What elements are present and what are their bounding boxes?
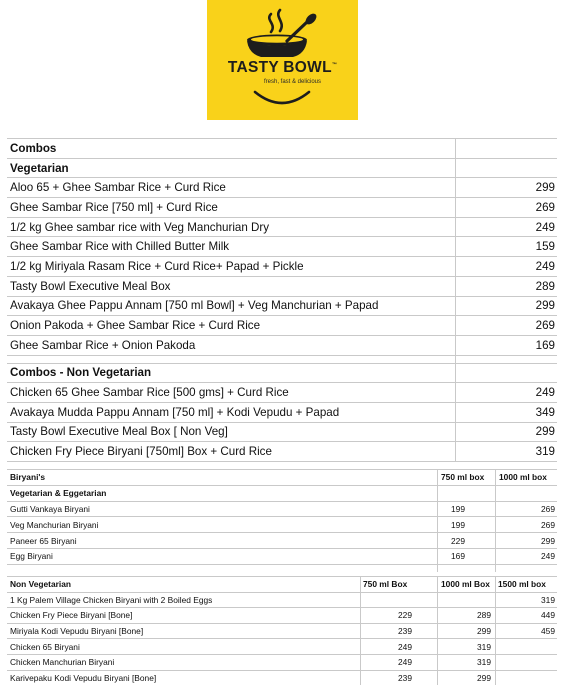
section-title: Combos xyxy=(10,141,57,155)
price-1000ml: 249 xyxy=(541,551,555,562)
item-price: 349 xyxy=(535,405,555,419)
item-name: Paneer 65 Biryani xyxy=(10,535,77,546)
menu-item-row xyxy=(7,382,557,402)
section-title: Biryani's xyxy=(10,472,46,483)
spacer-row xyxy=(7,564,557,572)
combos-nonveg-header-row xyxy=(7,363,557,383)
item-name: Avakaya Ghee Pappu Annam [750 ml Bowl] + Veg Manchurian + Papad xyxy=(10,299,379,313)
item-name: Chicken 65 Biryani xyxy=(10,641,80,652)
price-750ml: 249 xyxy=(398,641,412,652)
price-1000ml: 289 xyxy=(477,610,491,621)
item-name: Chicken Fry Piece Biryani [750ml] Box + Curd Rice xyxy=(10,445,272,459)
price-1000ml: 299 xyxy=(477,672,491,683)
price-1000ml: 299 xyxy=(477,626,491,637)
combos-header-row xyxy=(7,138,557,158)
price-1000ml: 319 xyxy=(477,657,491,668)
combos-subheader-row xyxy=(7,158,557,178)
price-1000ml: 319 xyxy=(477,641,491,652)
item-name: Gutti Vankaya Biryani xyxy=(10,503,90,514)
item-price: 299 xyxy=(535,299,555,313)
menu-item-row xyxy=(7,607,557,623)
item-price: 269 xyxy=(535,319,555,333)
item-price: 299 xyxy=(535,181,555,195)
brand-logo xyxy=(207,0,358,120)
biryani-header-row xyxy=(7,469,557,485)
menu-item-row xyxy=(7,548,557,564)
item-name: Aloo 65 + Ghee Sambar Rice + Curd Rice xyxy=(10,181,226,195)
price-1000ml: 269 xyxy=(541,503,555,514)
price-1500ml: 459 xyxy=(541,626,555,637)
menu-item-row xyxy=(7,501,557,517)
menu-item-row xyxy=(7,296,557,316)
item-price: 159 xyxy=(535,240,555,254)
price-750ml: 169 xyxy=(451,551,465,562)
brand-name: TASTY BOWL™ xyxy=(227,59,338,76)
menu-item-row xyxy=(7,177,557,197)
item-name: Tasty Bowl Executive Meal Box xyxy=(10,279,171,293)
item-name: Egg Biryani xyxy=(10,551,53,562)
menu-item-row xyxy=(7,276,557,296)
price-750ml: 229 xyxy=(398,610,412,621)
menu-item-row xyxy=(7,441,557,461)
menu-item-row xyxy=(7,256,557,276)
item-name: Miriyala Kodi Vepudu Biryani [Bone] xyxy=(10,626,144,637)
column-header: 750 ml box xyxy=(441,472,485,483)
item-price: 289 xyxy=(535,279,555,293)
spacer-row xyxy=(7,355,557,363)
price-1000ml: 299 xyxy=(541,535,555,546)
item-name: Veg Manchurian Biryani xyxy=(10,519,99,530)
menu-item-row xyxy=(7,197,557,217)
menu-item-row xyxy=(7,532,557,548)
price-750ml: 229 xyxy=(451,535,465,546)
menu-item-row xyxy=(7,516,557,532)
column-header: 1500 ml box xyxy=(498,579,546,590)
item-name: 1 Kg Palem Village Chicken Biryani with 2 Boiled Eggs xyxy=(10,594,213,605)
menu-item-row xyxy=(7,623,557,639)
item-name: Chicken Fry Piece Biryani [Bone] xyxy=(10,610,133,621)
price-750ml: 199 xyxy=(451,519,465,530)
price-750ml: 239 xyxy=(398,672,412,683)
biryani-veg-table xyxy=(7,469,557,572)
item-price: 299 xyxy=(535,425,555,439)
price-750ml: 249 xyxy=(398,657,412,668)
menu-item-row xyxy=(7,236,557,256)
item-name: Karivepaku Kodi Vepudu Biryani [Bone] xyxy=(10,672,157,683)
column-header: 1000 ml box xyxy=(499,472,547,483)
item-name: Avakaya Mudda Pappu Annam [750 ml] + Kodi Vepudu + Papad xyxy=(10,405,340,419)
item-name: Ghee Sambar Rice [750 ml] + Curd Rice xyxy=(10,200,218,214)
menu-item-row xyxy=(7,654,557,670)
price-1000ml: 269 xyxy=(541,519,555,530)
menu-item-row xyxy=(7,422,557,442)
biryani-subheader-row xyxy=(7,485,557,501)
price-750ml: 199 xyxy=(451,503,465,514)
subsection-title: Vegetarian xyxy=(10,161,69,175)
item-name: Ghee Sambar Rice + Onion Pakoda xyxy=(10,338,196,352)
menu-item-row xyxy=(7,335,557,355)
item-price: 269 xyxy=(535,200,555,214)
menu-item-row xyxy=(7,315,557,335)
item-name: 1/2 kg Ghee sambar rice with Veg Manchurian Dry xyxy=(10,220,270,234)
column-header: 750 ml Box xyxy=(363,579,408,590)
price-750ml: 239 xyxy=(398,626,412,637)
item-price: 319 xyxy=(535,445,555,459)
subsection-title: Vegetarian & Eggetarian xyxy=(10,488,107,499)
item-name: Onion Pakoda + Ghee Sambar Rice + Curd Rice xyxy=(10,319,261,333)
item-price: 169 xyxy=(535,338,555,352)
item-price: 249 xyxy=(535,386,555,400)
item-name: Tasty Bowl Executive Meal Box [ Non Veg] xyxy=(10,425,228,439)
menu-item-row xyxy=(7,217,557,237)
section-title: Non Vegetarian xyxy=(10,579,71,590)
item-name: Ghee Sambar Rice with Chilled Butter Milk xyxy=(10,240,230,254)
item-price: 249 xyxy=(535,259,555,273)
price-1500ml: 449 xyxy=(541,610,555,621)
menu-item-row xyxy=(7,670,557,686)
column-header: 1000 ml Box xyxy=(441,579,490,590)
menu-item-row xyxy=(7,592,557,608)
combos-table xyxy=(7,138,557,462)
item-price: 249 xyxy=(535,220,555,234)
item-name: 1/2 kg Miriyala Rasam Rice + Curd Rice+ Papad + Pickle xyxy=(10,259,304,273)
price-1500ml: 319 xyxy=(541,594,555,605)
menu-item-row xyxy=(7,638,557,654)
menu-item-row xyxy=(7,402,557,422)
biryani-nonveg-header-row xyxy=(7,576,557,592)
biryani-nonveg-table xyxy=(7,576,557,685)
item-name: Chicken 65 Ghee Sambar Rice [500 gms] + Curd Rice xyxy=(10,386,289,400)
section-title: Combos - Non Vegetarian xyxy=(10,366,152,380)
brand-tagline: fresh, fast & delicious xyxy=(263,79,322,85)
item-name: Chicken Manchurian Biryani xyxy=(10,657,115,668)
